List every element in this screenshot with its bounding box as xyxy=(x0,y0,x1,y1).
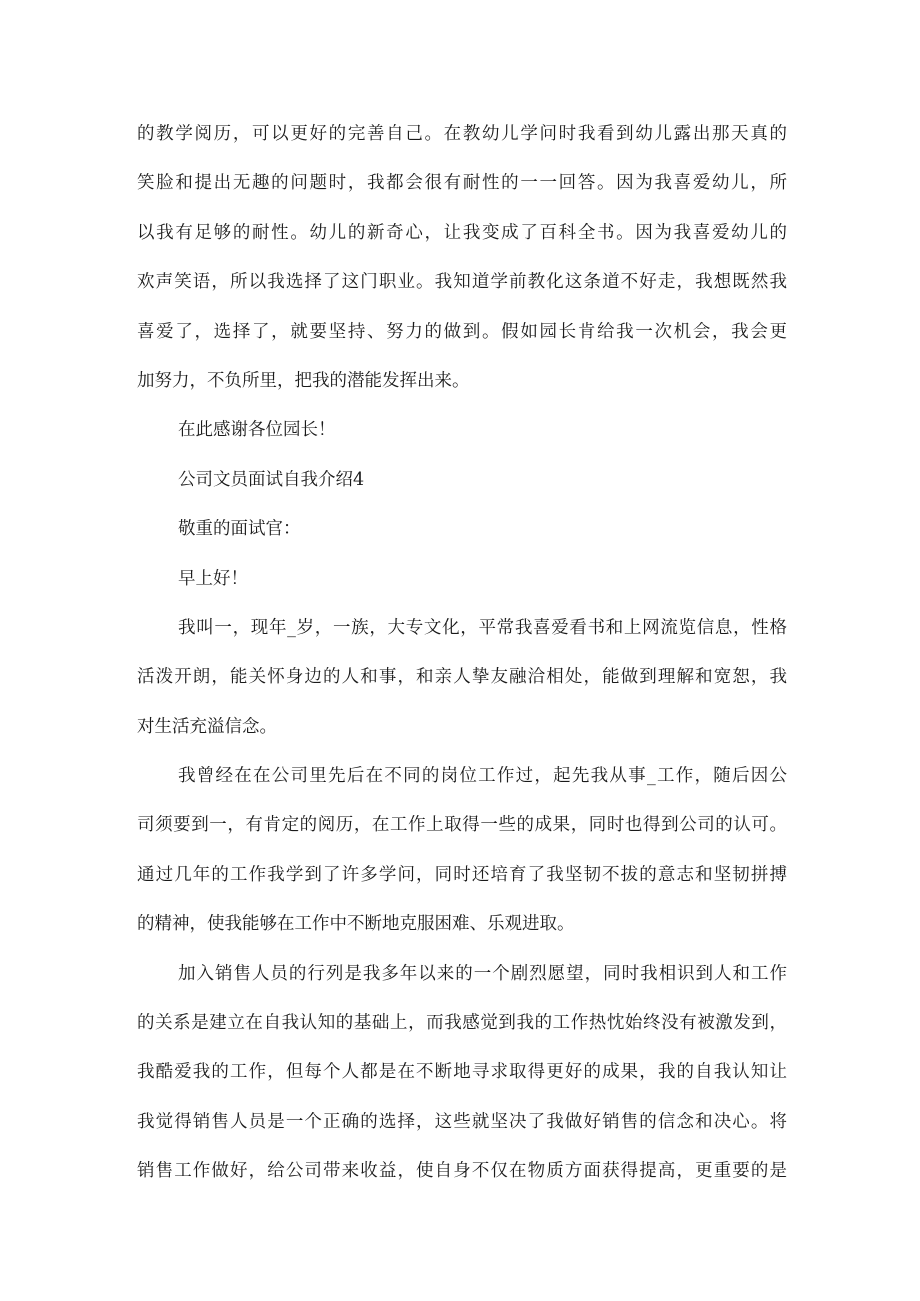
text-line: 销售工作做好，给公司带来收益，使自身不仅在物质方面获得提高，更重要的是 xyxy=(137,1161,787,1182)
text-line: 我酷爱我的工作，但每个人都是在不断地寻求取得更好的成果，我的自我认知让 xyxy=(137,1062,787,1083)
text-line: 活泼开朗，能关怀身边的人和事，和亲人挚友融洽相处，能做到理解和宽恕，我 xyxy=(137,667,787,688)
text-line: 笑脸和提出无趣的问题时，我都会很有耐性的一一回答。因为我喜爱幼儿，所 xyxy=(137,173,787,194)
text-line: 对生活充溢信念。 xyxy=(137,716,277,737)
text-line: 喜爱了，选择了，就要坚持、努力的做到。假如园长肯给我一次机会，我会更 xyxy=(137,321,787,342)
text-line: 通过几年的工作我学到了许多学问，同时还培育了我坚韧不拔的意志和坚韧拼搏 xyxy=(137,864,787,885)
paragraph-line: 在此感谢各位园长！ xyxy=(178,420,336,441)
document-body xyxy=(137,110,787,1197)
text-line: 的教学阅历，可以更好的完善自己。在教幼儿学问时我看到幼儿露出那天真的 xyxy=(137,124,787,144)
paragraph-line: 我曾经在在公司里先后在不同的岗位工作过，起先我从事_工作，随后因公 xyxy=(178,766,787,787)
greeting: 早上好！ xyxy=(178,568,248,589)
section-heading: 公司文员面试自我介绍4 xyxy=(178,469,365,490)
text-line: 加努力，不负所里，把我的潜能发挥出来。 xyxy=(137,370,470,391)
paragraph-line: 加入销售人员的行列是我多年以来的一个剧烈愿望，同时我相识到人和工作 xyxy=(178,963,787,984)
paragraph-line: 我叫一，现年_岁，一族，大专文化，平常我喜爱看书和上网流览信息，性格 xyxy=(178,617,787,638)
text-line: 我觉得销售人员是一个正确的选择，这些就坚决了我做好销售的信念和决心。将 xyxy=(137,1111,787,1132)
text-line: 欢声笑语，所以我选择了这门职业。我知道学前教化这条道不好走，我想既然我 xyxy=(137,272,787,293)
text-line: 以我有足够的耐性。幼儿的新奇心，让我变成了百科全书。因为我喜爱幼儿的 xyxy=(137,222,787,243)
text-line: 的精神，使我能够在工作中不断地克服困难、乐观进取。 xyxy=(137,914,575,935)
text-line: 司须要到一，有肯定的阅历，在工作上取得一些的成果，同时也得到公司的认可。 xyxy=(137,815,787,836)
salutation: 敬重的面试官： xyxy=(178,519,301,540)
text-line: 的关系是建立在自我认知的基础上，而我感觉到我的工作热忱始终没有被激发到， xyxy=(137,1013,787,1034)
